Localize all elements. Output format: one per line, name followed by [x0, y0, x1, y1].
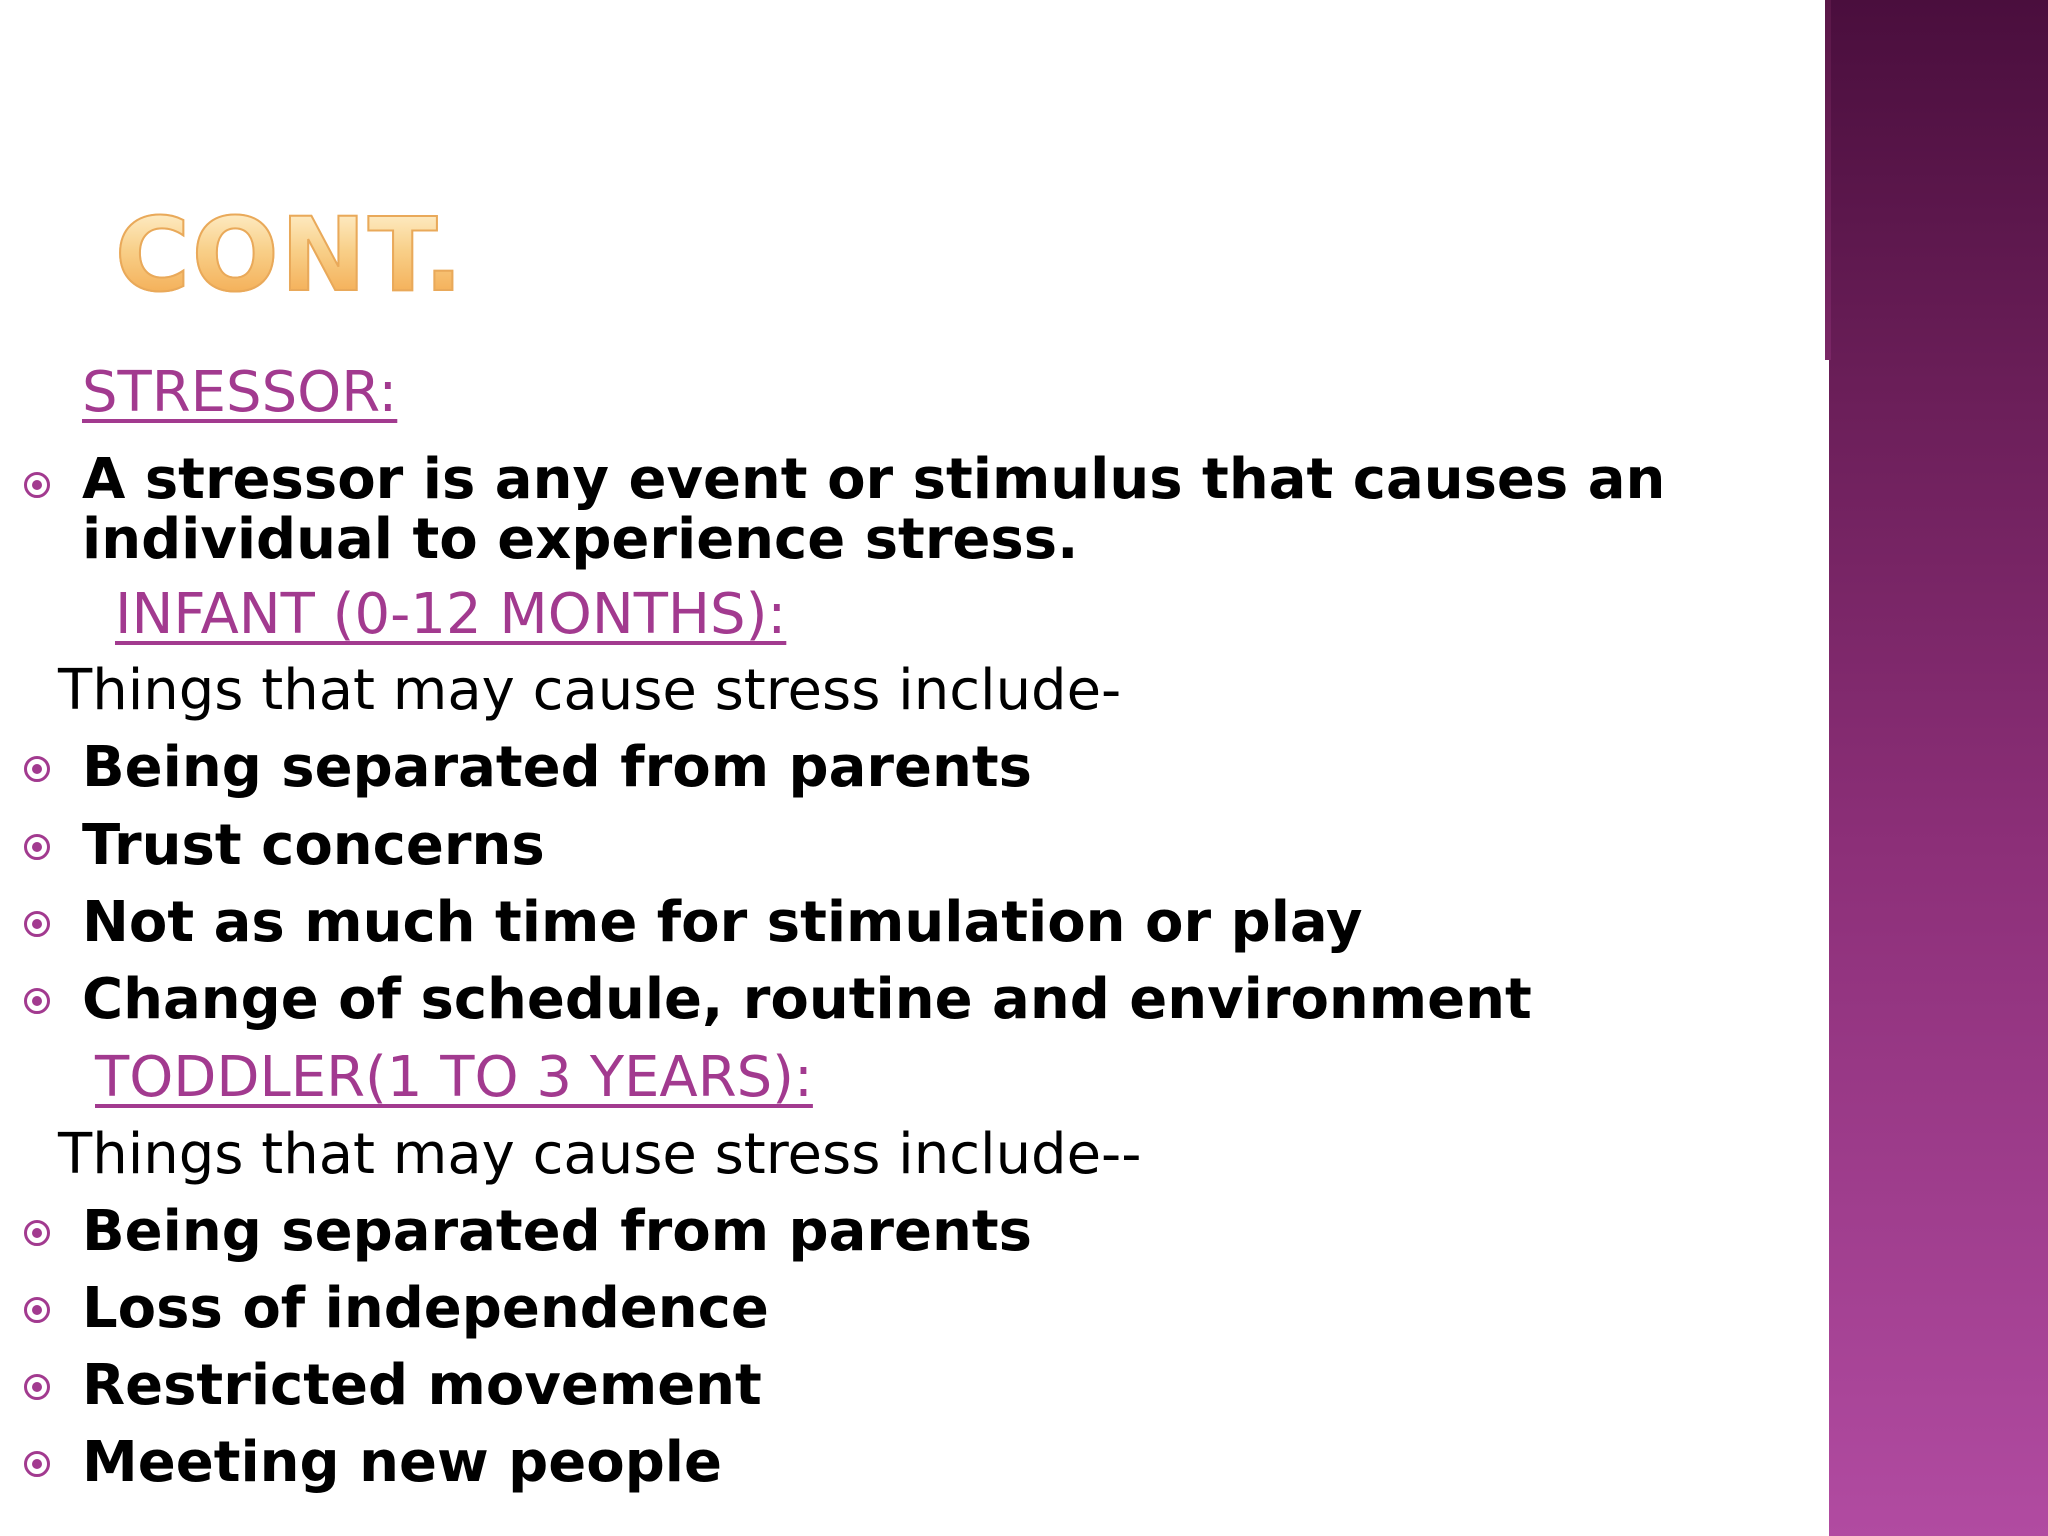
- bullet-icon: [24, 1451, 50, 1477]
- decorative-band-edge: [1825, 0, 1831, 360]
- slide-title: CONT.: [115, 196, 465, 315]
- bullet-icon: [24, 834, 50, 860]
- bullet-icon: [24, 1220, 50, 1246]
- list-item-text: Being separated from parents: [82, 1199, 1032, 1264]
- bullet-icon: [24, 1374, 50, 1400]
- toddler-intro: Things that may cause stress include--: [58, 1122, 1142, 1187]
- bullet-icon: [24, 988, 50, 1014]
- stressor-heading: STRESSOR:: [82, 360, 398, 425]
- bullet-icon: [24, 472, 50, 498]
- list-item-text: Being separated from parents: [82, 735, 1032, 800]
- bullet-icon: [24, 911, 50, 937]
- list-item-text: Restricted movement: [82, 1353, 762, 1418]
- list-item-text: Trust concerns: [82, 813, 545, 878]
- bullet-icon: [24, 756, 50, 782]
- definition-text: [82, 447, 1666, 572]
- infant-heading: INFANT (0-12 MONTHS):: [115, 582, 787, 647]
- definition-line-1: A stressor is any event or stimulus that causes an: [82, 447, 1666, 512]
- infant-intro: Things that may cause stress include-: [58, 658, 1122, 723]
- list-item-text: Meeting new people: [82, 1430, 722, 1495]
- list-item-text: Loss of independence: [82, 1276, 769, 1341]
- toddler-heading: TODDLER(1 TO 3 YEARS):: [95, 1045, 813, 1110]
- definition-line-2: individual to experience stress.: [82, 507, 1079, 572]
- bullet-icon: [24, 1297, 50, 1323]
- decorative-band: [1829, 0, 2048, 1536]
- list-item-text: Not as much time for stimulation or play: [82, 890, 1363, 955]
- list-item-text: Change of schedule, routine and environment: [82, 967, 1532, 1032]
